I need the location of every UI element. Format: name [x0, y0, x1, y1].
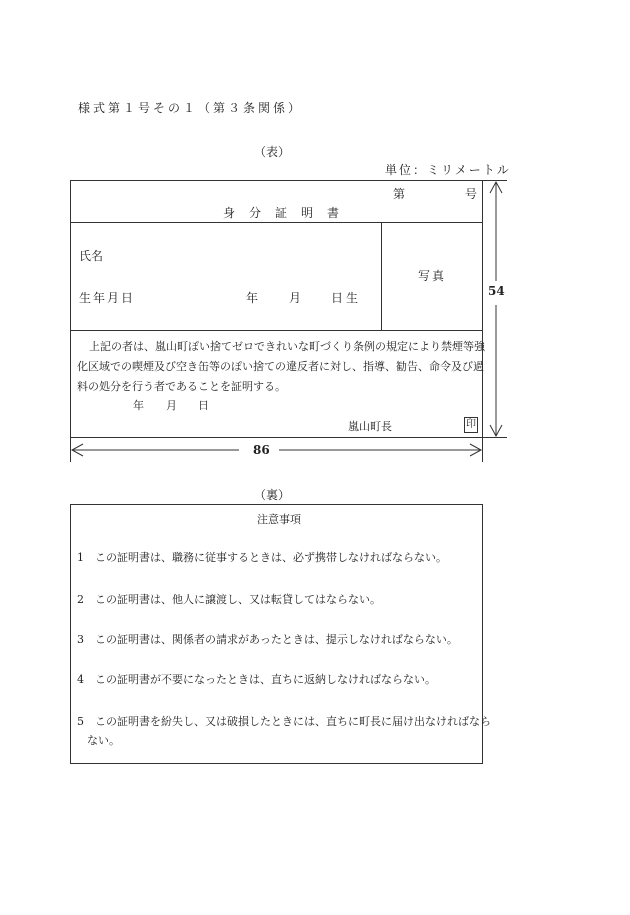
number-suffix: 号 — [465, 187, 478, 201]
height-dimension-arrow — [489, 181, 503, 437]
width-right-extension — [482, 438, 483, 462]
note-item-continuation: ない。 — [87, 734, 120, 747]
form-title: 様式第１号その１（第３条関係） — [78, 101, 304, 115]
body-line-3: 料の処分を行う者であることを証明する。 — [77, 380, 286, 393]
photo-label: 写真 — [418, 269, 447, 283]
card-header-row — [71, 181, 482, 223]
seal-mark: 印 — [464, 417, 478, 433]
note-item: 4 この証明書が不要になったときは、直ちに返納しなければならない。 — [77, 673, 436, 686]
date-year-label: 年 — [133, 399, 144, 412]
issuer-name: 嵐山町長 — [348, 420, 392, 433]
id-card-back — [70, 504, 491, 764]
unit-label: 単位：ミリメートル — [385, 163, 511, 177]
note-item: 1 この証明書は、職務に従事するときは、必ず携帯しなければならない。 — [77, 551, 447, 564]
name-label: 氏名 — [79, 249, 104, 263]
height-value: 54 — [488, 284, 505, 298]
body-line-2: 化区域での喫煙及び空き缶等のぽい捨ての違反者に対し、指導、勧告、命令及び過 — [77, 360, 484, 373]
birth-label: 生年月日 — [79, 291, 136, 305]
front-side-label: （表） — [254, 145, 291, 159]
card-title: 身 分 証 明 書 — [223, 206, 341, 220]
date-day-label: 日 — [198, 399, 209, 412]
note-item: 2 この証明書は、他人に譲渡し、又は転貸してはならない。 — [77, 593, 381, 606]
photo-box — [381, 223, 482, 330]
width-dimension-arrow — [71, 443, 482, 457]
height-bottom-extension — [483, 437, 507, 438]
back-side-label: （裏） — [254, 488, 291, 502]
card-info-row — [71, 223, 482, 331]
notes-title: 注意事項 — [257, 513, 301, 526]
card-body — [71, 331, 485, 437]
width-value: 86 — [253, 443, 270, 457]
date-month-label: 月 — [166, 399, 177, 412]
note-item: 5 この証明書を紛失し、又は破損したときには、直ちに町長に届け出なければなら — [77, 715, 491, 728]
birth-day-label: 日生 — [331, 291, 362, 305]
id-card-front — [70, 180, 483, 438]
number-label: 第 — [393, 187, 406, 201]
birth-month-label: 月 — [289, 291, 302, 305]
note-item: 3 この証明書は、関係者の請求があったときは、提示しなければならない。 — [77, 633, 458, 646]
body-line-1: 上記の者は、嵐山町ぽい捨てゼロできれいな町づくり条例の規定により禁煙等強 — [89, 340, 485, 353]
birth-year-label: 年 — [246, 291, 259, 305]
